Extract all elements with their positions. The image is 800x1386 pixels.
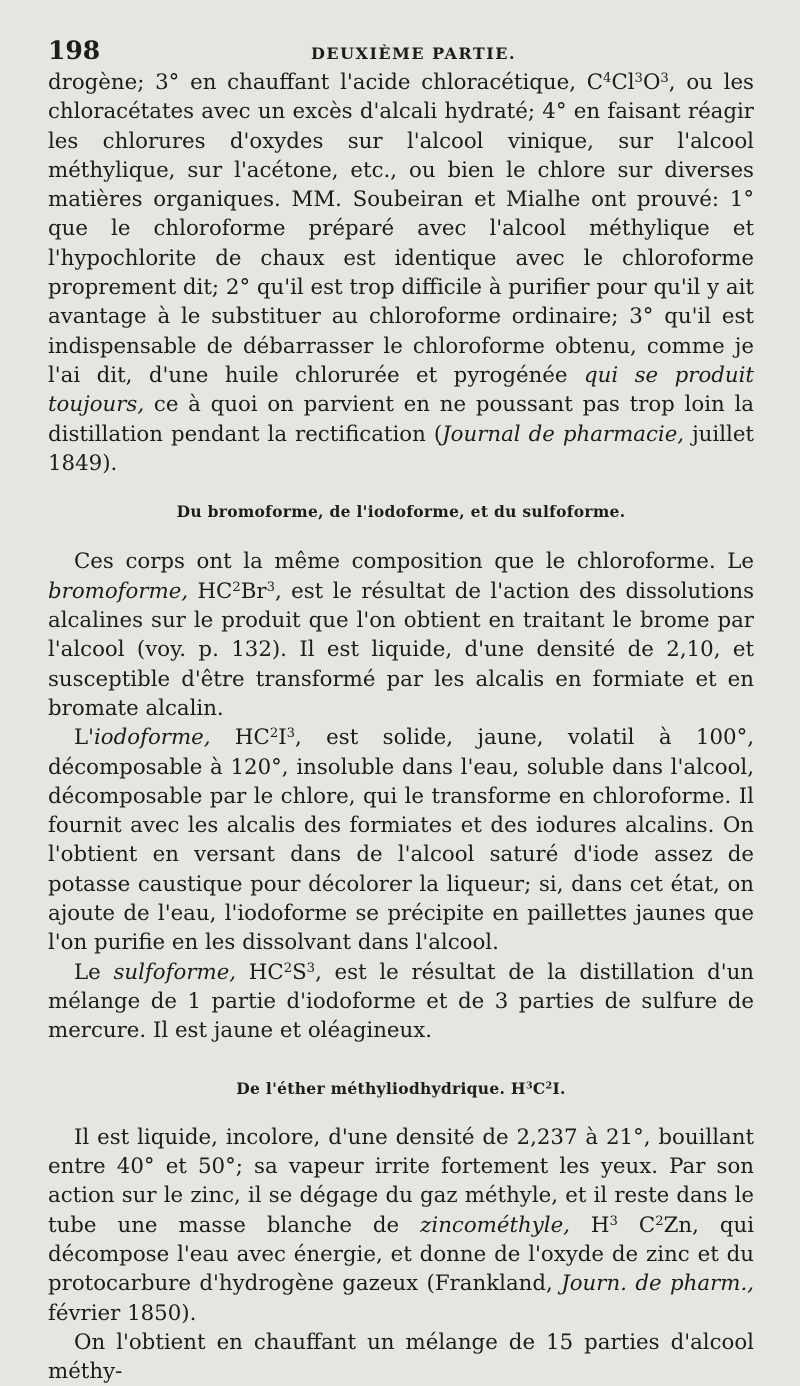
- paragraph-ether: Il est liquide, incolore, d'une densité de 2,237 à 21°, bouillant entre 40° et 50°; sa vapeur irrite fortement les yeux. Par son action sur le zinc, il se dégage du gaz méthyle, et il reste dans le tube une masse blanche de zincométhyle, $H^3$ $C^2Zn$, qui décompose l'eau avec énergie, et donne de l'oxyde de zinc et du protocarbure d'hydrogène gazeux (Frankland, Journ. de pharm., février 1850).: [48, 1124, 755, 1326]
- section-title-ether: De l'éther méthyliodhydrique. $H^3C^2I$.: [236, 1078, 566, 1098]
- body-text: [48, 68, 754, 1386]
- paragraph-continued: drogène; 3° en chauffant l'acide chloracétique, $C^4Cl^3O^3$, ou les chloracétates avec un excès d'alcali hydraté; 4° en faisant réagir les chlorures d'oxydes sur l'alcool vinique, sur l'alcool méthylique, sur l'acétone, etc., ou bien le chlore sur diverses matières organiques. MM. Soubeiran et Mialhe ont prouvé: 1° que le chloroforme préparé avec l'alcool méthylique et l'hypochlorite de chaux est identique avec le chloroforme proprement dit; 2° qu'il est trop difficile à purifier pour qu'il y ait avantage à le substituer au chloroforme ordinaire; 3° qu'il est indispensable de débarrasser le chloroforme obtenu, comme je l'ai dit, d'une huile chlorurée et pyrogénée qui se produit toujours, ce à quoi on parvient en ne poussant pas trop loin la distillation pendant la rectification (Journal de pharmacie, juillet 1849).: [48, 70, 754, 476]
- section-title-bromoforme: Du bromoforme, de l'iodoforme, et du sulfoforme.: [176, 502, 626, 522]
- running-head: DEUXIÈME PARTIE.: [311, 44, 517, 63]
- page-number: 198: [48, 36, 101, 65]
- paragraph-sulfoforme: Le sulfoforme, $HC^2S^3$, est le résultat de la distillation d'un mélange de 1 partie d'iodoforme et de 3 parties de sulfure de mercure. Il est jaune et oléagineux.: [48, 959, 755, 1044]
- paragraph-iodoforme: L'iodoforme, $HC^2I^3$, est solide, jaune, volatil à 100°, décomposable à 120°, insoluble dans l'eau, soluble dans l'alcool, décomposable par le chlore, qui le transforme en chloroforme. Il fournit avec les alcalis des formiates et des iodures alcalins. On l'obtient en versant dans de l'alcool saturé d'iode assez de potasse caustique pour décolorer la liqueur; si, dans cet état, on ajoute de l'eau, l'iodoforme se précipite en paillettes jaunes que l'on purifie en les dissolvant dans l'alcool.: [48, 725, 754, 956]
- page-header: [48, 36, 760, 70]
- paragraph-bromoforme: Ces corps ont la même composition que le chloroforme. Le bromoforme, $HC^2Br^3$, est le résultat de l'action des dissolutions alcalines sur le produit que l'on obtient en traitant le brome par l'alcool (voy. p. 132). Il est liquide, d'une densité de 2,10, et susceptible d'être transformé par les alcalis en formiate et en bromate alcalin.: [48, 549, 755, 721]
- paragraph-preparation: On l'obtient en chauffant un mélange de 15 parties d'alcool méthy-: [48, 1329, 754, 1385]
